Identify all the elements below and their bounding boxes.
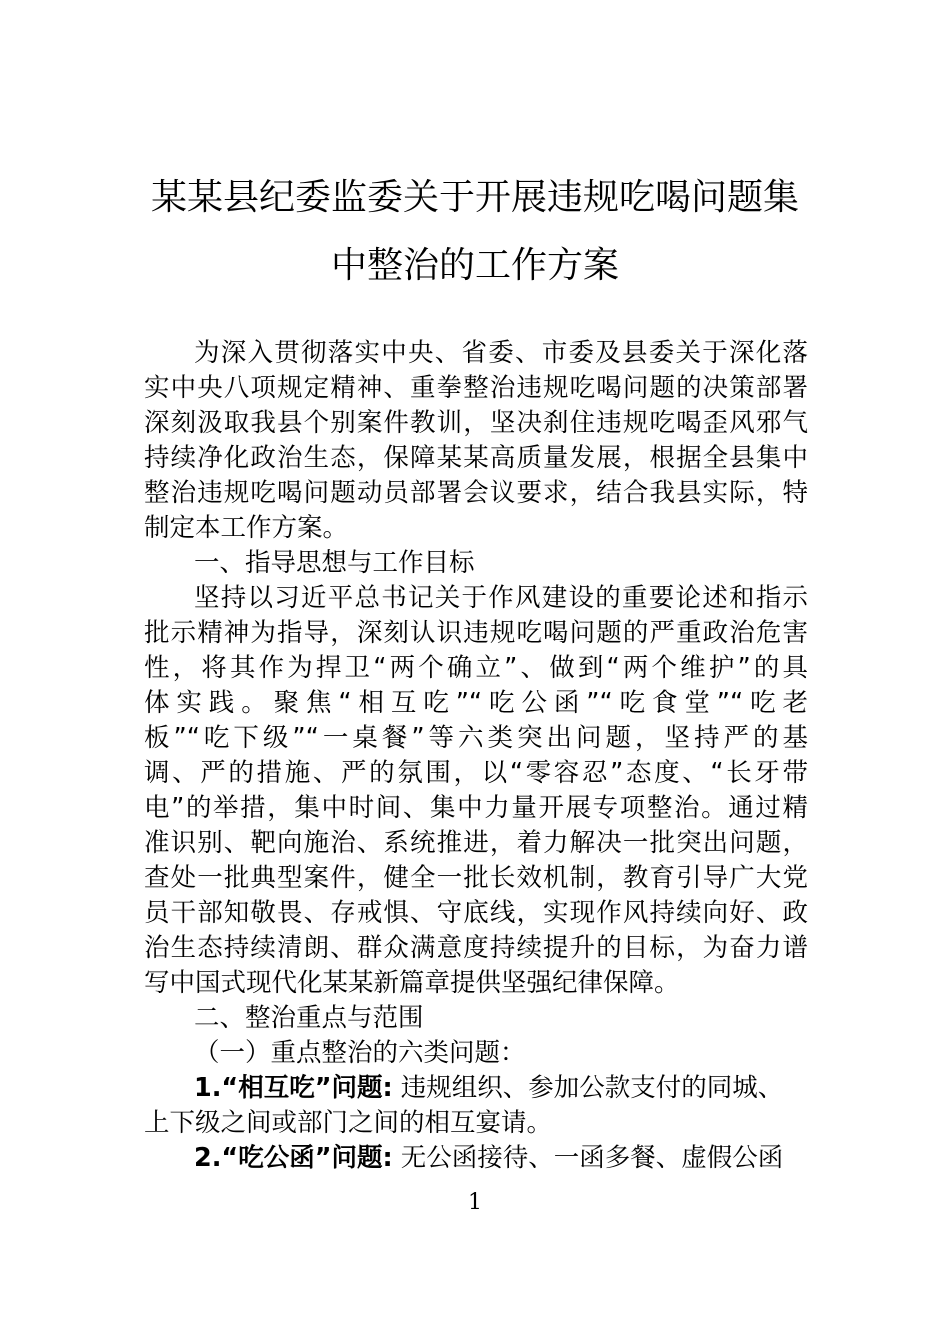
section1-line: 准识别、靶向施治、系统推进，着力解决一批突出问题， (144, 828, 808, 858)
section1-line: 电”的举措，集中时间、集中力量开展专项整治。通过精 (144, 793, 808, 823)
section-heading-focus-and-scope: 二、整治重点与范围 (194, 1003, 424, 1033)
section1-line: 坚持以习近平总书记关于作风建设的重要论述和指示 (194, 583, 808, 613)
section1-line: 批示精神为指导，深刻认识违规吃喝问题的严重政治危害 (144, 618, 808, 648)
subsection-heading-six-problems: （一）重点整治的六类问题： (194, 1038, 526, 1068)
document-title-line-1: 某某县纪委监委关于开展违规吃喝问题集 (150, 177, 799, 218)
list-item-label: 1.“相互吃”问题: (194, 1073, 393, 1103)
intro-line: 整治违规吃喝问题动员部署会议要求，结合我县实际，特 (144, 478, 808, 508)
intro-line: 为深入贯彻落实中央、省委、市委及县委关于深化落 (194, 338, 808, 368)
section1-line: 写中国式现代化某某新篇章提供坚强纪律保障。 (144, 968, 680, 998)
list-item-continuation: 上下级之间或部门之间的相互宴请。 (144, 1108, 553, 1138)
page-number: 1 (468, 1190, 482, 1215)
intro-line: 持续净化政治生态，保障某某高质量发展，根据全县集中 (144, 443, 808, 473)
section1-line: 治生态持续清朗、群众满意度持续提升的目标，为奋力谱 (144, 933, 808, 963)
intro-line: 深刻汲取我县个别案件教训，坚决刹住违规吃喝歪风邪气 (144, 408, 808, 438)
list-item-text: 无公函接待、一函多餐、虚假公函 (400, 1143, 784, 1173)
list-item-label: 2.“吃公函”问题: (194, 1143, 393, 1173)
list-item-text: 违规组织、参加公款支付的同城、 (400, 1073, 784, 1103)
section1-line: 调、严的措施、严的氛围，以“零容忍”态度、“长牙带 (144, 758, 808, 788)
intro-line: 制定本工作方案。 (144, 513, 349, 543)
section1-line: 性，将其作为捍卫“两个确立”、做到“两个维护”的具 (144, 653, 808, 683)
list-item-official-letter-dining (194, 1141, 808, 1175)
section1-line: 查处一批典型案件，健全一批长效机制，教育引导广大党 (144, 863, 808, 893)
section1-line: 板”“吃下级”“一桌餐”等六类突出问题，坚持严的基 (144, 723, 808, 753)
section1-line: 体实践。聚焦“相互吃”“吃公函”“吃食堂”“吃老 (144, 688, 808, 718)
intro-line: 实中央八项规定精神、重拳整治违规吃喝问题的决策部署 (144, 373, 808, 403)
section1-line: 员干部知敬畏、存戒惧、守底线，实现作风持续向好、政 (144, 898, 808, 928)
list-item-mutual-dining (194, 1071, 808, 1105)
document-title-line-2: 中整治的工作方案 (330, 245, 619, 286)
section-heading-guiding-ideology: 一、指导思想与工作目标 (194, 548, 475, 578)
